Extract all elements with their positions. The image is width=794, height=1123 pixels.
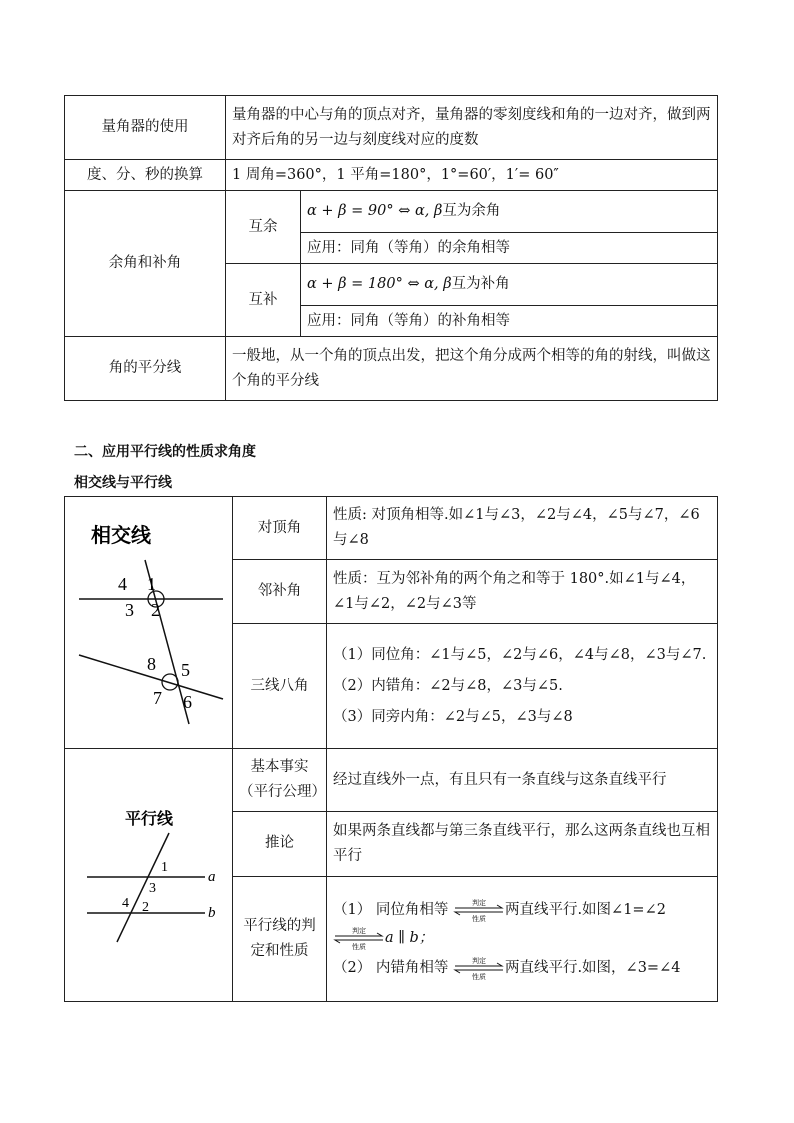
parallel-label-1: 1 <box>161 860 168 875</box>
parallel-label-4: 4 <box>122 896 129 911</box>
supplementary-label: 互补 <box>226 264 301 337</box>
corollary-content: 如果两条直线都与第三条直线平行，那么这两条直线也互相平行 <box>327 812 718 876</box>
protractor-content: 量角器的中心与角的顶点对齐，量角器的零刻度线和角的一边对齐，做到两对齐后角的另一边与刻度线对应的度数 <box>226 96 718 160</box>
svg-text:性质: 性质 <box>471 914 486 923</box>
parallel-lines-figure <box>65 749 233 1001</box>
axiom-label: 基本事实（平行公理） <box>233 749 327 812</box>
svg-text:性质: 性质 <box>352 942 366 951</box>
judgement-label: 平行线的判定和性质 <box>233 876 327 1002</box>
complementary-formula: α + β = 90° ⇔ α, β互为余角 <box>301 191 718 233</box>
parallel-label-2: 2 <box>142 900 149 915</box>
corollary-label: 推论 <box>233 812 327 876</box>
intersecting-title: 相交线 <box>91 522 151 547</box>
parallel-label-3: 3 <box>149 881 156 896</box>
intersect-label-5: 5 <box>181 659 190 680</box>
judgement-item-2: （2） 内错角相等 判定 性质 两直线平行.如图，∠3=∠4 <box>333 956 681 981</box>
parallel-label-b: b <box>208 905 216 921</box>
intersect-label-6: 6 <box>183 691 192 712</box>
intersecting-lines-figure <box>65 498 233 748</box>
adjacent-angles-content: 性质：互为邻补角的两个角之和等于 180°.如∠1与∠4，∠1与∠2，∠2与∠3等 <box>327 560 718 624</box>
equivalence-arrow-1 <box>453 897 505 923</box>
axiom-content: 经过直线外一点，有且只有一条直线与这条直线平行 <box>327 749 718 812</box>
sub-heading: 相交线与平行线 <box>74 475 172 491</box>
equivalence-arrow-3 <box>453 955 505 981</box>
svg-text:判定: 判定 <box>471 898 486 907</box>
adjacent-angles-label: 邻补角 <box>233 560 327 624</box>
protractor-label: 量角器的使用 <box>65 96 226 160</box>
three-lines-item-1: （1）同位角：∠1与∠5，∠2与∠6，∠4与∠8，∠3与∠7. <box>333 646 707 663</box>
supplementary-formula: α + β = 180° ⇔ α, β互为补角 <box>301 264 718 306</box>
bisector-label: 角的平分线 <box>65 337 226 401</box>
three-lines-label: 三线八角 <box>233 624 327 749</box>
unit-conversion-label: 度、分、秒的换算 <box>65 160 226 191</box>
judgement-item-1: （1） 同位角相等 判定 性质 两直线平行.如图∠1=∠2 <box>333 898 666 923</box>
intersect-label-7: 7 <box>153 687 162 708</box>
svg-text:判定: 判定 <box>471 956 486 965</box>
three-lines-content <box>327 624 718 749</box>
intersect-label-3: 3 <box>125 599 134 620</box>
vertical-angles-label: 对顶角 <box>233 497 327 560</box>
equivalence-arrow-2 <box>333 925 385 951</box>
lines-table <box>64 496 718 1002</box>
intersecting-figure-cell <box>65 497 233 749</box>
unit-conversion-content: 1 周角=360°，1 平角=180°，1°=60′，1′= 60″ <box>226 160 718 191</box>
angles-table <box>64 95 718 401</box>
svg-text:性质: 性质 <box>471 972 486 981</box>
intersect-label-8: 8 <box>147 653 156 674</box>
complementary-application: 应用：同角（等角）的余角相等 <box>301 233 718 264</box>
intersect-label-2: 2 <box>151 599 160 620</box>
vertical-angles-content: 性质: 对顶角相等.如∠1与∠3，∠2与∠4，∠5与∠7，∠6与∠8 <box>327 497 718 560</box>
three-lines-item-2: （2）内错角：∠2与∠8，∠3与∠5. <box>333 677 563 694</box>
intersect-label-4: 4 <box>118 573 127 594</box>
parallel-label-a: a <box>208 869 216 885</box>
intersect-label-1: 1 <box>147 573 156 594</box>
three-lines-item-3: （3）同旁内角：∠2与∠5，∠3与∠8 <box>333 708 573 725</box>
judgement-item-1-cont: 判定 性质 a ∥ b； <box>333 925 711 951</box>
complementary-label: 互余 <box>226 191 301 264</box>
bisector-content: 一般地，从一个角的顶点出发，把这个角分成两个相等的角的射线，叫做这个角的平分线 <box>226 337 718 401</box>
section-heading: 二、应用平行线的性质求角度 <box>74 444 256 460</box>
parallel-figure-cell <box>65 749 233 1002</box>
svg-text:判定: 判定 <box>352 926 366 935</box>
supp-label: 余角和补角 <box>65 191 226 337</box>
judgement-content <box>327 876 718 1002</box>
supplementary-application: 应用：同角（等角）的补角相等 <box>301 306 718 337</box>
parallel-title: 平行线 <box>124 809 174 828</box>
